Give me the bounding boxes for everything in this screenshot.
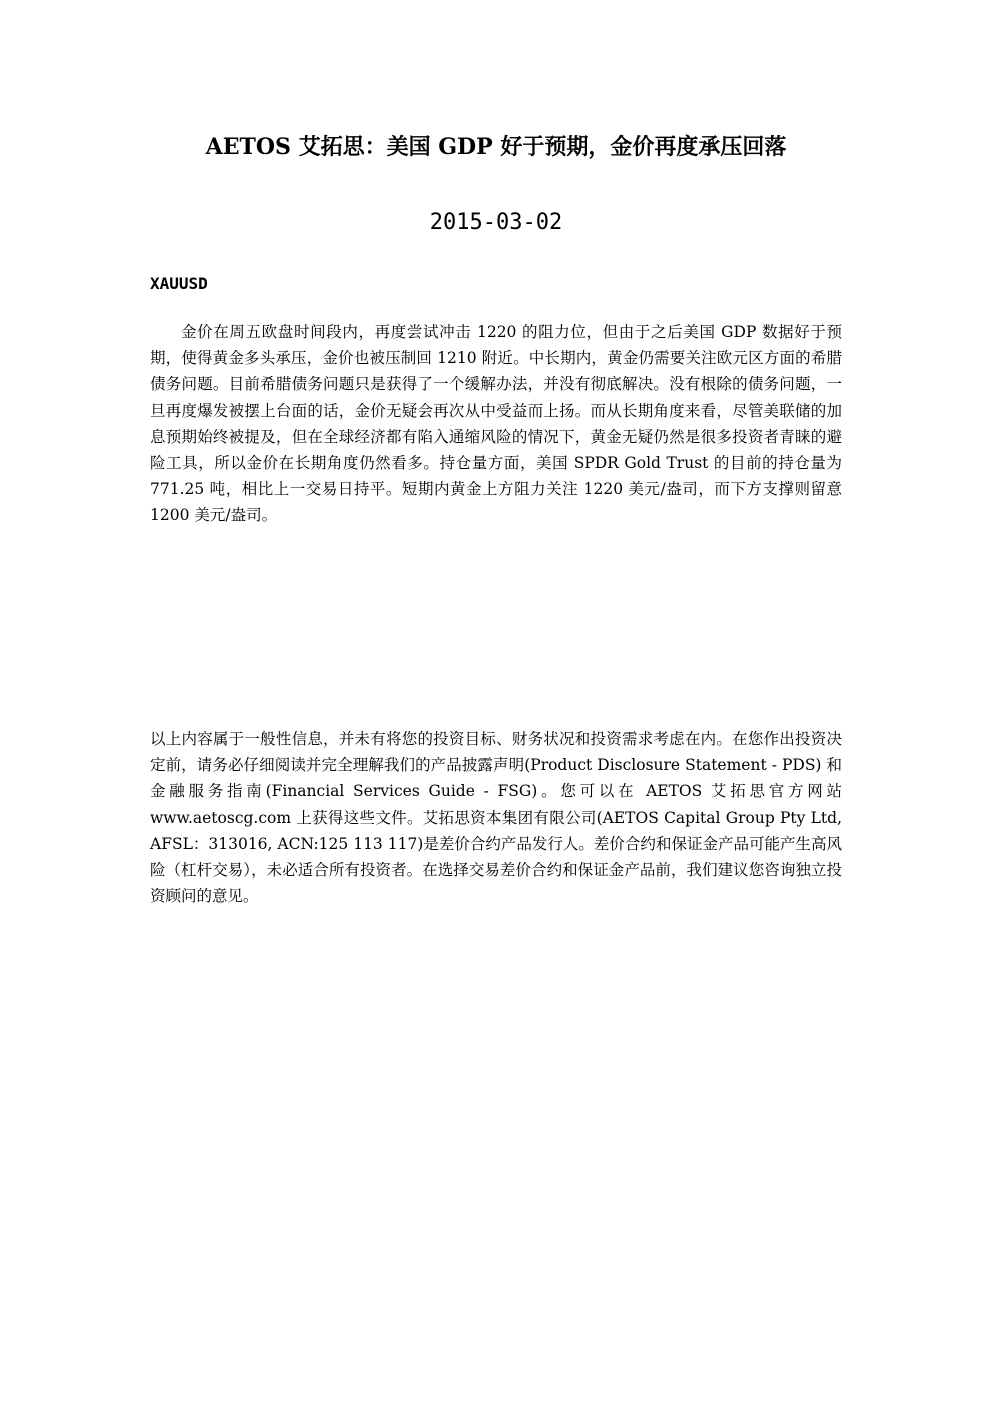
document-date: 2015-03-02 xyxy=(429,210,563,235)
analysis-paragraph: 金价在周五欧盘时间段内，再度尝试冲击 1220 的阻力位，但由于之后美国 GDP 数据好于预期，使得黄金多头承压，金价也被压制回 1210 附近。中长期内，黄金仍需要关注欧元区方面的希腊债务问题。目前希腊债务问题只是获得了一个缓解办法，并没有彻底解决。没有根除的债务问题，一旦再度爆发被摆上台面的话，金价无疑会再次从中受益而上扬。而从长期角度来看，尽管美联储的加息预期始终被提及，但在全球经济都有陷入通缩风险的情况下，黄金无疑仍然是很多投资者青睐的避险工具，所以金价在长期角度仍然看多。持仓量方面，美国 SPDR Gold Trust 的目前的持仓量为 771.25 吨，相比上一交易日持平。短期内黄金上方阻力关注 1220 美元/盎司，而下方支撑则留意 1200 美元/盎司。 xyxy=(150,323,842,525)
document-title: AETOS 艾拓思：美国 GDP 好于预期，金价再度承压回落 xyxy=(205,134,787,160)
instrument-symbol: XAUUSD xyxy=(150,274,208,293)
disclaimer-paragraph: 以上内容属于一般性信息，并未有将您的投资目标、财务状况和投资需求考虑在内。在您作出投资决定前，请务必仔细阅读并完全理解我们的产品披露声明(Product Disclosure Statement - PDS) 和金融服务指南(Financial Services Guide - FSG)。您可以在 AETOS 艾拓思官方网站 www.aetoscg.com 上获得这些文件。艾拓思资本集团有限公司(AETOS Capital Group Pty Ltd, AFSL：313016, ACN:125 113 117)是差价合约产品发行人。差价合约和保证金产品可能产生高风险（杠杆交易），未必适合所有投资者。在选择交易差价合约和保证金产品前，我们建议您咨询独立投资顾问的意见。 xyxy=(150,730,842,906)
